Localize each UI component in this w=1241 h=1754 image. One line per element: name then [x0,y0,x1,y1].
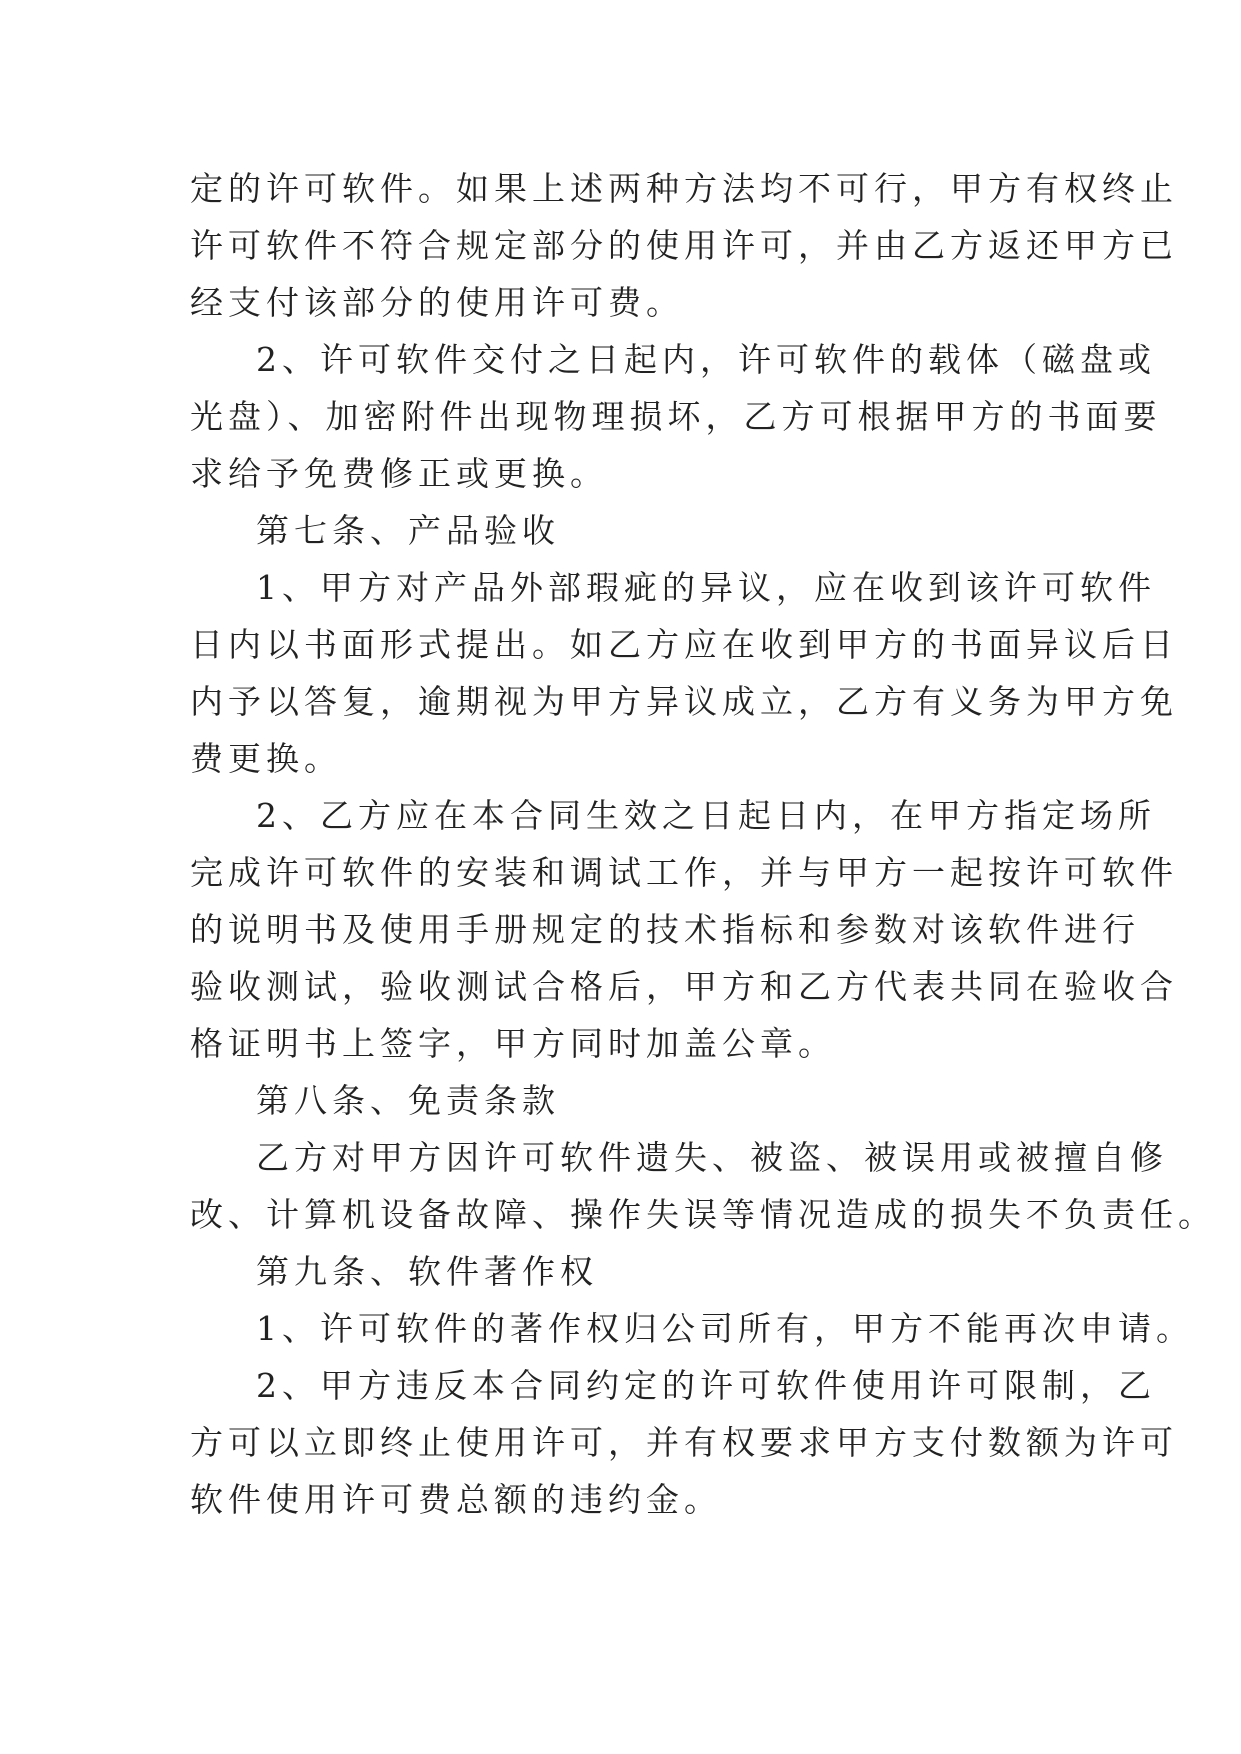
paragraph-line: 光盘）、加密附件出现物理损坏，乙方可根据甲方的书面要 [190,397,1162,436]
paragraph-line: 改、计算机设备故障、操作失误等情况造成的损失不负责任。 [190,1195,1216,1234]
paragraph-line: 1、甲方对产品外部瑕疵的异议，应在收到该许可软件 [256,568,1156,607]
paragraph-line: 经支付该部分的使用许可费。 [190,283,684,322]
section-heading: 第七条、产品验收 [256,511,560,550]
paragraph-line: 验收测试，验收测试合格后，甲方和乙方代表共同在验收合 [190,967,1178,1006]
paragraph-line: 格证明书上签字，甲方同时加盖公章。 [190,1024,836,1063]
paragraph-line: 的说明书及使用手册规定的技术指标和参数对该软件进行 [190,910,1140,949]
document-body [190,160,1216,1528]
paragraph-line: 内予以答复，逾期视为甲方异议成立，乙方有义务为甲方免 [190,682,1178,721]
paragraph-line: 1、许可软件的著作权归公司所有，甲方不能再次申请。 [256,1309,1194,1348]
paragraph-line: 求给予免费修正或更换。 [190,454,608,493]
paragraph-line: 2、甲方违反本合同约定的许可软件使用许可限制，乙 [256,1366,1156,1405]
paragraph-line: 软件使用许可费总额的违约金。 [190,1480,722,1519]
paragraph-line: 2、乙方应在本合同生效之日起日内，在甲方指定场所 [256,796,1156,835]
paragraph-line: 定的许可软件。如果上述两种方法均不可行，甲方有权终止 [190,169,1178,208]
paragraph-line: 许可软件不符合规定部分的使用许可，并由乙方返还甲方已 [190,226,1178,265]
paragraph-line: 2、许可软件交付之日起内，许可软件的载体（磁盘或 [256,340,1156,379]
section-heading: 第八条、免责条款 [256,1081,560,1120]
paragraph-line: 日内以书面形式提出。如乙方应在收到甲方的书面异议后日 [190,625,1178,664]
paragraph-line: 方可以立即终止使用许可，并有权要求甲方支付数额为许可 [190,1423,1178,1462]
paragraph-line: 费更换。 [190,739,342,778]
section-heading: 第九条、软件著作权 [256,1252,598,1291]
paragraph-line: 完成许可软件的安装和调试工作，并与甲方一起按许可软件 [190,853,1178,892]
paragraph-line: 乙方对甲方因许可软件遗失、被盗、被误用或被擅自修 [256,1138,1168,1177]
